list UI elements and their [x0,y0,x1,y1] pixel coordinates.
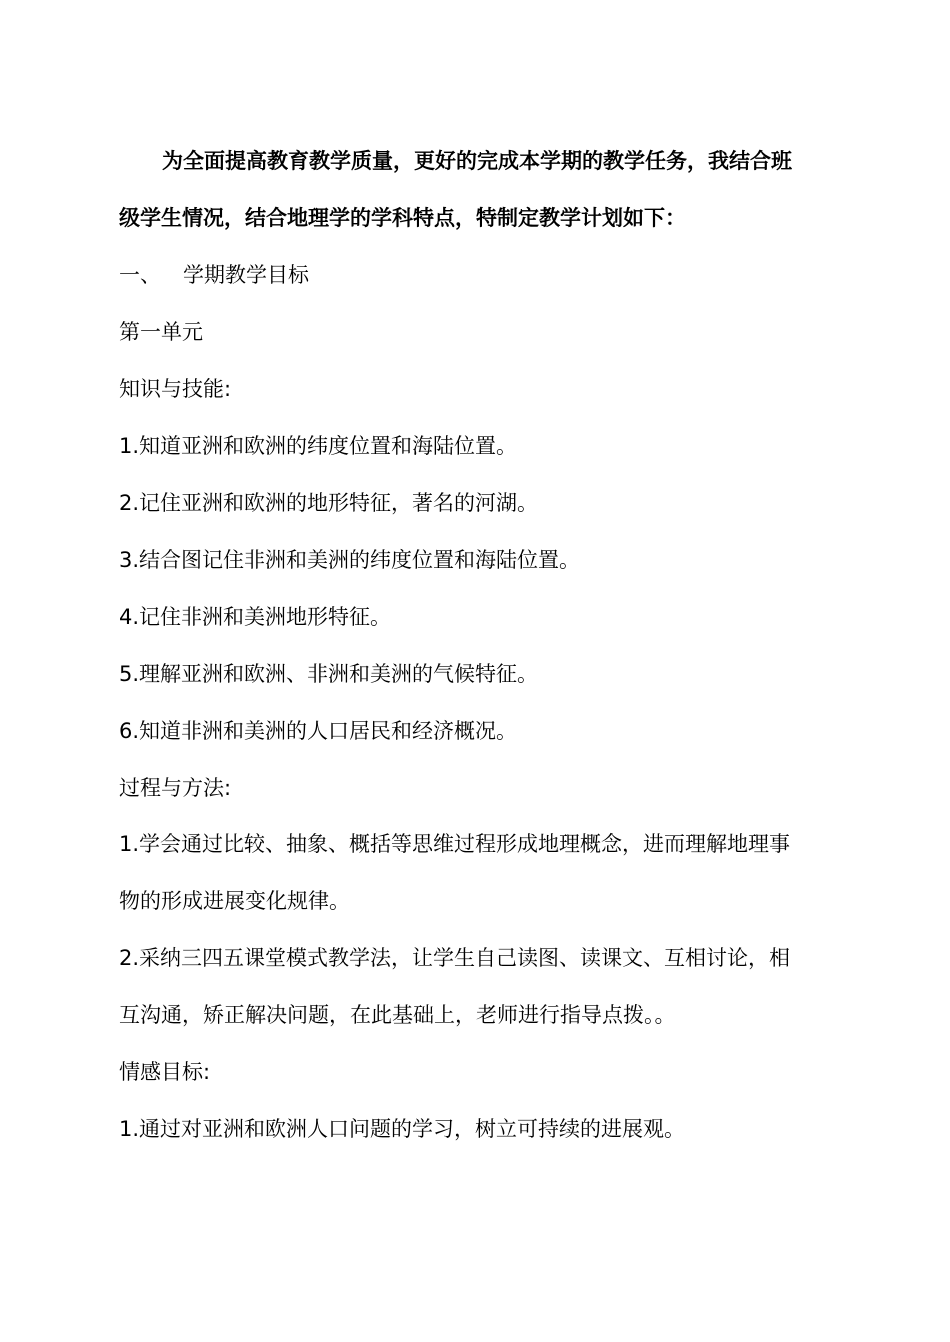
knowledge-item: 6.知道非洲和美洲的人口居民和经济概况。 [119,719,518,743]
intro-line-1: 为全面提高教育教学质量，更好的完成本学期的教学任务，我结合班 [162,149,792,173]
knowledge-heading: 知识与技能: [119,377,232,401]
process-item-1-line-2: 物的形成进展变化规律。 [119,889,350,913]
knowledge-item: 3.结合图记住非洲和美洲的纬度位置和海陆位置。 [119,548,581,572]
emotion-heading: 情感目标: [119,1060,211,1084]
unit-title: 第一单元 [119,320,203,344]
section-heading [119,260,309,290]
intro-line-2: 级学生情况，结合地理学的学科特点，特制定教学计划如下： [119,206,686,230]
process-heading: 过程与方法: [119,776,232,800]
process-item-2-line-1: 2.采纳三四五课堂模式教学法，让学生自己读图、读课文、互相讨论，相 [119,946,791,970]
process-item-1-line-1: 1.学会通过比较、抽象、概括等思维过程形成地理概念，进而理解地理事 [119,832,791,856]
knowledge-item: 2.记住亚洲和欧洲的地形特征，著名的河湖。 [119,491,539,515]
knowledge-item: 4.记住非洲和美洲地形特征。 [119,605,392,629]
knowledge-item: 5.理解亚洲和欧洲、非洲和美洲的气候特征。 [119,662,539,686]
process-item-2-line-2: 互沟通，矫正解决问题，在此基础上，老师进行指导点拨。。 [119,1003,676,1027]
knowledge-item: 1.知道亚洲和欧洲的纬度位置和海陆位置。 [119,434,518,458]
section-title: 学期教学目标 [183,263,309,287]
section-number: 一、 [119,263,161,287]
emotion-item: 1.通过对亚洲和欧洲人口问题的学习，树立可持续的进展观。 [119,1117,686,1141]
